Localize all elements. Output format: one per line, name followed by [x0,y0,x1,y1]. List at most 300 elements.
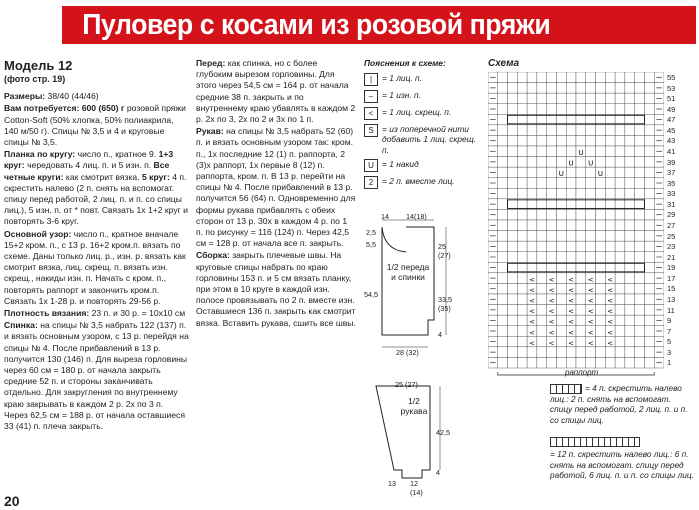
chart-twisted-mark: < [548,286,555,295]
chart-cell [576,305,586,316]
chart-row-number: 5 [667,337,672,347]
chart-cell [498,157,508,168]
chart-cell [537,104,547,115]
chart-cell [625,157,635,168]
chart-cell [566,93,576,104]
chart-cell [498,220,508,231]
chart-twisted-mark: < [568,297,575,306]
chart-cell [576,135,586,146]
chart-cell [556,283,566,294]
chart-cell [615,114,625,125]
chart-cell [547,241,557,252]
chart-twisted-mark: < [568,286,575,295]
chart-cell [527,72,537,83]
chart-cell [576,125,586,136]
chart-cell [596,283,606,294]
chart-cell [605,83,615,94]
chart-cell [498,283,508,294]
chart-cell [537,93,547,104]
title-banner [62,6,696,44]
chart-cell [625,178,635,189]
chart-cell [508,220,518,231]
chart-cell [625,114,635,125]
chart-cell [527,188,537,199]
chart-cell [615,326,625,337]
chart-yarnover-mark: U [588,159,594,168]
assembly-value: закрыть плечевые швы. На круговые спицы набрать по краю горловины 153 п. и 5 см вязать планку, при этом в 10 круге в каждой изн. полосе провязывать по 2 п. вместе изн. Оставшиеся 136 п. закрыть как смотрит вязка. Вставить рукава, сшить все швы. [196,250,356,328]
chart-cell [576,231,586,242]
front-back-label: 1/2 переда и спинки [386,262,430,282]
chart-cell [517,93,527,104]
chart-twisted-mark: < [529,307,535,316]
chart-cell [556,83,566,94]
chart-cell [566,167,576,178]
chart-cell [517,209,527,220]
chart-cell [596,209,606,220]
chart-cell [635,114,645,125]
chart-twisted-mark: < [568,318,575,327]
chart-cell [517,262,527,273]
chart-cell [586,241,596,252]
dim-front: 54,5 [364,290,378,299]
chart-cell [556,326,566,337]
chart-cell [498,209,508,220]
chart-cell [566,231,576,242]
chart-twisted-mark: < [607,297,614,306]
chart-cell [625,188,635,199]
assembly-label: Сборка: [196,250,230,261]
chart-twisted-mark: < [529,328,535,337]
chart-cell [576,283,586,294]
chart-cell [586,188,596,199]
plank-value: число п., кратное 9. [77,149,157,160]
chart-cell [615,357,625,368]
chart-cell [596,72,606,83]
chart-cell [556,294,566,305]
chart-cell [576,347,586,358]
chart-cell [625,273,635,284]
chart-cell [596,252,606,263]
chart-twisted-mark: < [548,297,555,306]
chart-twisted-mark: < [607,275,614,284]
chart-cell [517,188,527,199]
chart-cell [615,125,625,136]
chart-cell [556,252,566,263]
chart-cell [498,305,508,316]
chart-cell [527,125,537,136]
chart-twisted-mark: < [548,275,555,284]
chart-twisted-mark: < [529,275,535,284]
legend-text: = 1 лиц. скрещ. п. [382,106,452,117]
chart-cell [537,336,547,347]
chart-cell [644,347,654,358]
chart-row-number: 37 [667,168,676,178]
chart-cell [635,305,645,316]
chart-cell [527,146,537,157]
chart-cell [644,262,654,273]
chart-cell [566,199,576,210]
chart-cell [508,157,518,168]
chart-cell [596,336,606,347]
chart-cell [527,93,537,104]
chart-cell [547,199,557,210]
sleeve-label: Рукав: [196,126,224,137]
chart-cell [566,72,576,83]
chart-cell [508,231,518,242]
chart-cell [556,72,566,83]
chart-cell [556,135,566,146]
chart-row-number: 49 [667,104,676,114]
chart-cell [498,83,508,94]
chart-cell [556,188,566,199]
chart-cell [576,157,586,168]
chart-cell [517,146,527,157]
chart-cell [644,167,654,178]
cable-note-4 [550,383,695,425]
main-pattern-paragraph [4,229,189,307]
chart-cell [635,209,645,220]
cable-note-4-text: = 4 п. скрестить налево лиц.: 2 п. снять на вспомогат. спицу перед работой, 2 лиц. п. и п. со спицы лиц. [550,383,688,425]
chart-cell [527,199,537,210]
chart-cell [615,93,625,104]
chart-twisted-mark: < [568,328,575,337]
chart-cell [517,167,527,178]
chart-cell [556,347,566,358]
chart-cell [556,125,566,136]
chart-cell [596,231,606,242]
chart-cell [576,252,586,263]
plank-r5-label: 5 круг: [142,171,170,182]
chart-cell [537,273,547,284]
chart-row-number: 23 [667,242,676,252]
chart-cell [498,114,508,125]
chart-cell [527,83,537,94]
chart-cell [596,273,606,284]
chart-cell [517,199,527,210]
chart-cell [566,220,576,231]
chart-cell [605,178,615,189]
chart-cell [527,241,537,252]
chart-twisted-mark: < [548,307,555,316]
chart-cell [644,135,654,146]
dim-front: 14(18) [406,212,427,221]
chart-cell [498,273,508,284]
chart-row-number: 3 [667,347,672,357]
chart-cell [644,220,654,231]
dim-front: 28 (32) [396,348,419,357]
chart-twisted-mark: < [587,286,594,295]
dim-sleeve: 25 (27) [395,380,418,389]
chart-cell [508,93,518,104]
legend-item-k2tog [364,176,484,189]
chart-twisted-mark: < [529,286,535,295]
chart-yarnover-mark: U [597,170,604,179]
chart-cell [644,294,654,305]
chart-twisted-mark: < [529,318,535,327]
chart-row-number: 55 [667,73,676,82]
legend-item-increase [364,124,484,156]
chart-cell [605,93,615,104]
chart-cell [596,220,606,231]
chart-cell [547,146,557,157]
chart-cell [517,231,527,242]
chart-cell [615,241,625,252]
chart-cell [644,273,654,284]
chart-cell [556,157,566,168]
chart-cell [556,114,566,125]
sizes-paragraph [4,91,189,102]
chart-cell [605,209,615,220]
chart-cell [586,357,596,368]
chart-cell [625,231,635,242]
chart-cell [625,209,635,220]
chart-cell [605,72,615,83]
chart-title: Схема [488,58,520,69]
dim-front: 4 [438,330,442,339]
chart-cell [605,188,615,199]
plank-r5-value: 4 п. скрестить налево (2 п. снять на вспомогат. спицу перед работой, 2 лиц. п. и п. со спицы лиц.), 5 изн. п. от * повт. Связать 1х 1+2 круг и повторять 3-6 круг. [4,171,188,227]
chart-cell [576,262,586,273]
chart-cell [566,347,576,358]
chart-cell [644,146,654,157]
chart-cell [508,273,518,284]
density-value: 23 п. и 30 р. = 10x10 см [91,308,186,319]
chart-cell [508,178,518,189]
chart-cell [625,135,635,146]
chart-cell [527,209,537,220]
chart-row-number: 9 [667,316,672,326]
chart-cell [635,188,645,199]
chart-cell [537,252,547,263]
chart-cell [498,125,508,136]
chart-cell [498,252,508,263]
chart-cell [498,262,508,273]
chart-cell [576,241,586,252]
chart-cell [625,252,635,263]
chart-row-number: 15 [667,284,676,294]
chart-cell [537,146,547,157]
chart-cell [517,357,527,368]
chart-cell [635,125,645,136]
chart-cell [556,146,566,157]
chart-cell [566,357,576,368]
chart-cell [625,125,635,136]
chart-cell [537,283,547,294]
chart-cell [605,231,615,242]
chart-cell [576,336,586,347]
chart-cell [596,294,606,305]
chart-cell [527,220,537,231]
chart-cell [508,135,518,146]
chart-cell [517,241,527,252]
chart-cell [498,104,508,115]
chart-cell [508,262,518,273]
chart-cell [517,220,527,231]
chart-row-number: 1 [667,358,672,368]
chart-cell [635,326,645,337]
legend-item-knit [364,73,484,86]
chart-cell [644,199,654,210]
chart-cell [625,104,635,115]
chart-cell [625,336,635,347]
chart-cell [596,146,606,157]
chart-cell [517,347,527,358]
chart-cell [547,114,557,125]
chart-cell [537,72,547,83]
chart-cell [605,167,615,178]
chart-row-number: 13 [667,295,676,304]
chart-cell [605,199,615,210]
legend-symbol: 2 [364,176,378,189]
chart-cell [537,135,547,146]
chart-cell [566,114,576,125]
chart-twisted-mark: < [529,339,535,348]
chart-cell [527,231,537,242]
chart-rapport-label: раппорт [565,368,599,377]
chart-cell [596,93,606,104]
chart-cell [596,199,606,210]
chart-cell [635,283,645,294]
cable-note-12 [550,437,695,481]
chart-cell [635,347,645,358]
chart-row-number: 39 [667,157,676,167]
dim-sleeve: 12 (14) [410,479,423,497]
legend-symbol: | [364,73,378,86]
chart-cell [508,72,518,83]
back-paragraph [4,320,189,432]
model-title: Модель 12 [4,58,73,73]
chart-cell [586,252,596,263]
chart-cell [498,315,508,326]
chart-cell [508,252,518,263]
chart-cell [527,178,537,189]
chart-cell [547,157,557,168]
chart-cell [615,262,625,273]
chart-cell [527,262,537,273]
chart-cell [576,326,586,337]
legend-symbol: – [364,90,378,103]
chart-cell [596,104,606,115]
chart-cell [644,93,654,104]
chart-cell [498,347,508,358]
chart-cell [537,114,547,125]
chart-twisted-mark: < [548,339,555,348]
chart-cell [517,125,527,136]
chart-cell [508,305,518,316]
chart-cell [644,114,654,125]
chart-row-number: 27 [667,221,676,230]
chart-cell [635,104,645,115]
chart-cell [625,357,635,368]
chart-cell [556,104,566,115]
chart-cell [596,357,606,368]
chart-row-number: 7 [667,326,672,336]
needs-value: розовой пряжи Cotton-Soft (50% хлопка, 50% полиакрила, 140 м/50 г). Спицы № 3,5 и 4 и круговые спицы № 3,5. [4,103,186,148]
chart-cell [635,135,645,146]
chart-cell [498,146,508,157]
chart-yarnover-mark: U [558,170,564,179]
chart-cell [644,252,654,263]
chart-cell [625,326,635,337]
chart-cell [615,178,625,189]
chart-cell [625,315,635,326]
chart-row-number: 45 [667,125,676,135]
chart-row-number: 33 [667,189,676,199]
chart-cell [625,93,635,104]
chart-cell [498,294,508,305]
chart-cell [537,83,547,94]
chart-cell [527,104,537,115]
chart-cell [508,241,518,252]
front-label: Перед: [196,58,226,68]
dim-front: 33,5 (35) [438,295,452,313]
chart-cell [566,104,576,115]
needs-label: Вам потребуется: 600 (650) г [4,103,125,114]
chart-cell [566,125,576,136]
chart-cell [517,294,527,305]
chart-cell [576,178,586,189]
legend-title: Пояснения к схеме: [364,58,446,68]
chart-twisted-mark: < [587,275,594,284]
chart-cell [547,231,557,242]
legend-item-yarnover [364,159,484,172]
chart-cell [517,178,527,189]
chart-row-number: 11 [667,305,675,315]
chart-cell [498,135,508,146]
chart-cell [635,336,645,347]
chart-cell [508,357,518,368]
chart-cell [537,347,547,358]
chart-cell [644,231,654,242]
chart-cell [527,252,537,263]
chart-cell [605,104,615,115]
chart-cell [576,114,586,125]
chart-cell [556,199,566,210]
chart-cell [508,167,518,178]
chart-cell [615,315,625,326]
chart-cell [517,283,527,294]
chart-cell [537,209,547,220]
chart-cell [625,262,635,273]
chart-cell [635,357,645,368]
chart-cell [527,114,537,125]
chart-cell [537,315,547,326]
chart-cell [547,188,557,199]
chart-cell [576,315,586,326]
legend-text: = 1 изн. п. [382,89,421,100]
chart-cell [586,135,596,146]
chart-cell [644,357,654,368]
chart-cell [576,72,586,83]
plank-r1-label: 1+3 круг: [4,149,174,171]
chart-cell [586,114,596,125]
sizes-label: Размеры: [4,91,46,102]
chart-cell [556,273,566,284]
chart-cell [566,209,576,220]
chart-cell [537,125,547,136]
chart-cell [576,273,586,284]
chart-cell [537,326,547,337]
chart-cell [508,336,518,347]
front-value: как спинка, но с более глубоким вырезом горловины. Для этого через 54,5 см = 164 р. от начала средние 38 п. закрыть и по внутреннему краю убавлять в каждом 2 р. 2х по 3, 2х по 2 и 3х по 1 п. [196,58,356,125]
page-title: Пуловер с косами из розовой пряжи [82,9,551,41]
chart-cell [615,104,625,115]
chart-cell [498,199,508,210]
chart-cell [537,305,547,316]
chart-cell [615,336,625,347]
chart-cell [625,283,635,294]
plank-paragraph [4,149,189,227]
